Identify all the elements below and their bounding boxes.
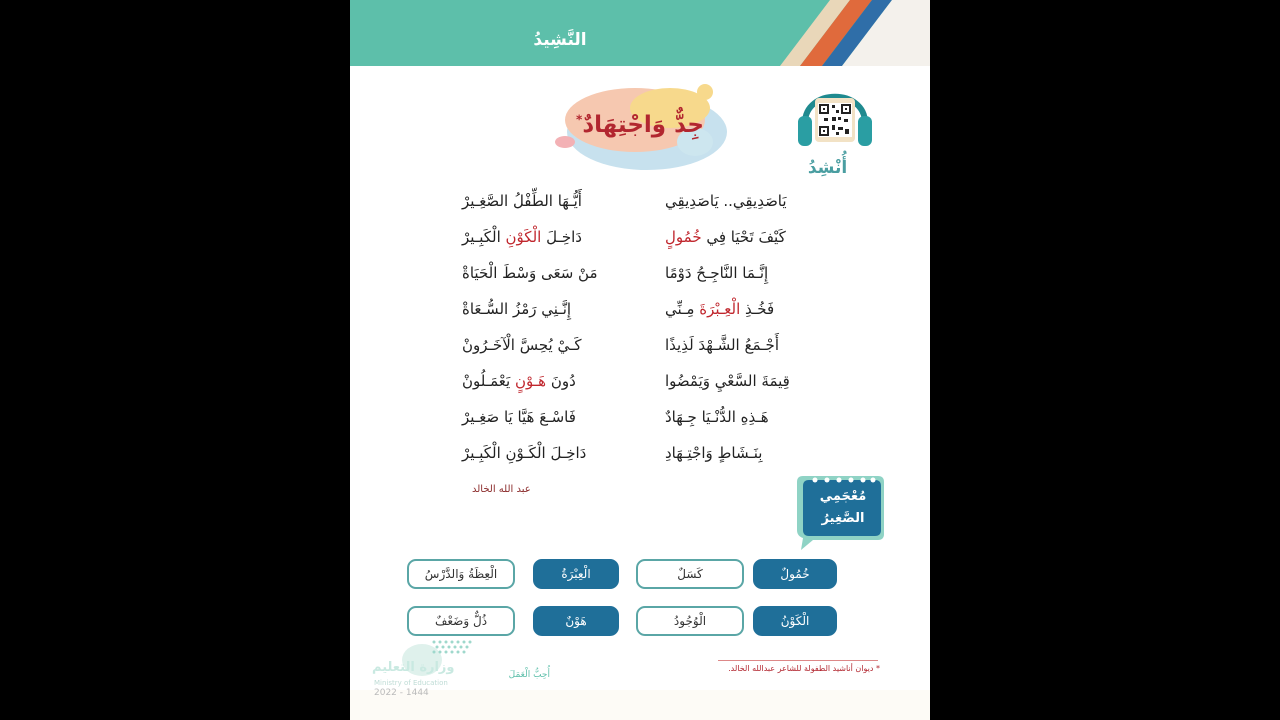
- verse-left-3: [462, 264, 612, 296]
- ministry-name-ar: وزارة التعليم: [372, 660, 455, 675]
- verse-text: دَاخِـلَ الْكَـوْنِ الْكَبِـيرْ: [462, 444, 587, 462]
- verse-left-8: [462, 444, 612, 476]
- dict-meaning-1[interactable]: كَسَلٌ: [636, 559, 744, 589]
- verse-right-2: [665, 228, 815, 260]
- verse-text: أَيُّـهَا الطِّفْلُ الصَّغِـيرْ: [462, 192, 582, 210]
- dictionary-title-line1: مُعْجَمِي: [819, 489, 867, 504]
- verse-highlight: هَـوْنٍ: [514, 372, 547, 390]
- section-title: النَّشِيدُ: [533, 30, 587, 50]
- dict-word-1[interactable]: خُمُولٌ: [753, 559, 837, 589]
- verse-text: إِنَّـنِي رَمْزُ السُّـعَاةْ: [462, 300, 572, 318]
- verse-text: فَاسْـعَ هَيَّا يَا صَغِـيرْ: [462, 408, 576, 426]
- verse-right-1: [665, 192, 815, 224]
- verse-highlight: الْكَوْنِ: [505, 228, 542, 246]
- verse-text: هَـذِهِ الدُّنْـيَا جِـهَادٌ: [665, 408, 769, 426]
- dict-meaning-2[interactable]: الْعِظَةُ وَالدَّرْسُ: [407, 559, 515, 589]
- verse-text: كَيْفَ تَحْيَا فِي: [701, 228, 786, 246]
- edition-year: 2022 - 1444: [374, 688, 429, 698]
- verse-left-1: [462, 192, 612, 224]
- verse-text: بِنَـشَاطٍ وَاجْتِـهَادِ: [665, 444, 763, 462]
- verse-text: دُونَ: [546, 372, 576, 390]
- dictionary-title-line2: الصَّغِيرُ: [821, 511, 865, 526]
- dict-word-2[interactable]: الْعِبْرَةُ: [533, 559, 619, 589]
- dictionary-title: [807, 486, 879, 530]
- verse-right-6: [665, 372, 815, 404]
- poem-title-text: جِدٌّ وَاجْتِهَادٌ: [582, 112, 704, 138]
- verse-right-3: [665, 264, 815, 296]
- dict-meaning-4[interactable]: ذُلٌّ وَضَعْفٌ: [407, 606, 515, 636]
- verse-text: مِـنِّي: [665, 300, 700, 318]
- textbook-page: [350, 0, 930, 720]
- verse-left-6: [462, 372, 612, 404]
- verse-text: مَنْ سَعَى وَسْطَ الْحَيَاةْ: [462, 264, 598, 282]
- qr-code-icon[interactable]: [818, 103, 852, 137]
- verse-text: دَاخِـلَ: [541, 228, 582, 246]
- verse-text: أَجْـمَعُ الشَّـهْدَ لَذِيذًا: [665, 336, 779, 354]
- ministry-name-en: Ministry of Education: [374, 679, 448, 687]
- title-footnote-marker: *: [576, 112, 583, 127]
- verse-text: يَاصَدِيقِي.. يَاصَدِيقِي: [665, 192, 787, 210]
- verse-right-7: [665, 408, 815, 440]
- footnote-divider: [718, 660, 878, 661]
- poem-author: عبد الله الخالد: [472, 484, 531, 495]
- dict-word-3[interactable]: الْكَوْنُ: [753, 606, 837, 636]
- verse-right-4: [665, 300, 815, 332]
- poem-title: [570, 112, 710, 138]
- listen-label: أُنْشِدُ: [807, 158, 848, 178]
- verse-text: كَـيْ يُحِسَّ الْآخَـرُونْ: [462, 336, 582, 354]
- verse-text: الْكَبِـيرْ: [462, 228, 506, 246]
- verse-text: قِيمَةَ السَّعْيِ وَيَمْضُوا: [665, 372, 790, 390]
- verse-left-2: [462, 228, 612, 260]
- verse-left-4: [462, 300, 612, 332]
- verse-right-5: [665, 336, 815, 368]
- verse-text: إِنَّـمَا النَّاجِـحُ دَوْمًا: [665, 264, 769, 282]
- verse-text: يَعْمَـلُونْ: [462, 372, 515, 390]
- verse-text: فَخُـذِ: [740, 300, 775, 318]
- verse-left-5: [462, 336, 612, 368]
- verse-highlight: الْعِـبْرَةَ: [699, 300, 741, 318]
- footnote: * ديوان أناشيد الطفولة للشاعر عبدالله الخالد.: [728, 664, 880, 673]
- series-brand: أُحِبُّ الْعَمَلَ: [508, 670, 550, 680]
- verse-highlight: خُمُولٍ: [665, 228, 702, 246]
- dict-word-4[interactable]: هَوْنٌ: [533, 606, 619, 636]
- dict-meaning-3[interactable]: الْوُجُودُ: [636, 606, 744, 636]
- header-stripes: [700, 0, 930, 66]
- verse-left-7: [462, 408, 612, 440]
